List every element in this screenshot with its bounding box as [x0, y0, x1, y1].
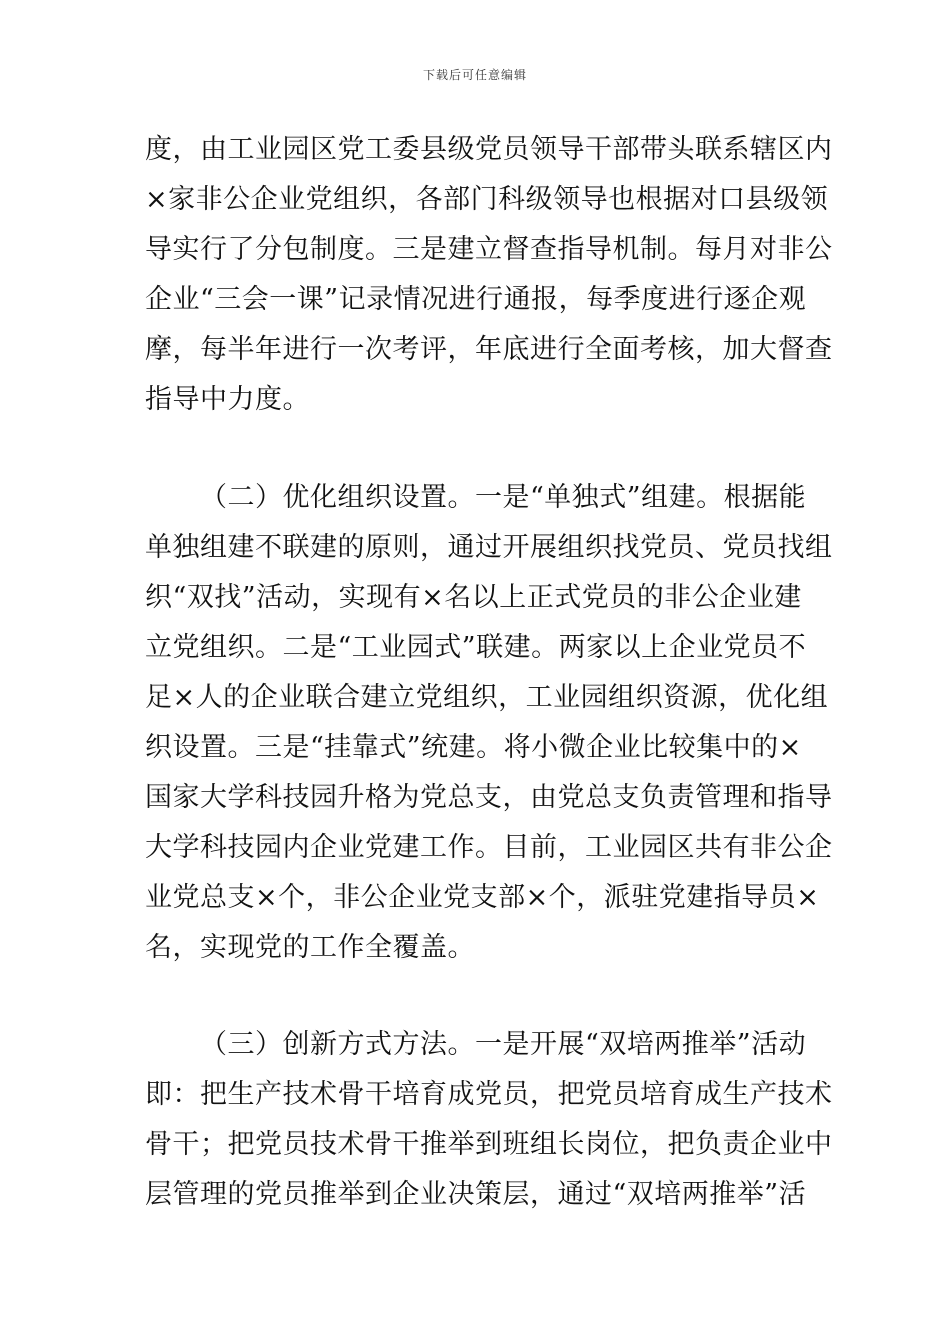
paragraph-2-line-10: 名，实现党的工作全覆盖。 — [145, 932, 475, 963]
paragraph-2-line-8: 大学科技园内企业党建工作。目前，工业园区共有非公企 — [145, 832, 833, 863]
paragraph-1-line-1: 度，由工业园区党工委县级党员领导干部带头联系辖区内 — [145, 134, 833, 165]
paragraph-2-line-4: 立党组织。二是“工业园式”联建。两家以上企业党员不 — [145, 632, 807, 663]
paragraph-1-line-3: 导实行了分包制度。三是建立督查指导机制。每月对非公 — [145, 234, 833, 265]
paragraph-2-line-1: （二）优化组织设置。一是“单独式”组建。根据能 — [200, 482, 807, 513]
paragraph-2-line-9: 业党总支×个，非公企业党支部×个，派驻党建指导员× — [145, 882, 820, 913]
paragraph-1-line-5: 摩，每半年进行一次考评，年底进行全面考核，加大督查 — [145, 334, 833, 365]
paragraph-3-line-4: 层管理的党员推举到企业决策层，通过“双培两推举”活 — [145, 1179, 807, 1210]
paragraph-1-line-2: ×家非公企业党组织，各部门科级领导也根据对口县级领 — [145, 184, 829, 215]
paragraph-1-line-4: 企业“三会一课”记录情况进行通报，每季度进行逐企观 — [145, 284, 807, 315]
paragraph-2-line-3: 织“双找”活动，实现有×名以上正式党员的非公企业建 — [145, 582, 802, 613]
paragraph-2-line-6: 织设置。三是“挂靠式”统建。将小微企业比较集中的× — [145, 732, 802, 763]
paragraph-2-line-2: 单独组建不联建的原则，通过开展组织找党员、党员找组 — [145, 532, 833, 563]
paragraph-1-line-6: 指导中力度。 — [145, 384, 310, 415]
paragraph-2-line-5: 足×人的企业联合建立党组织，工业园组织资源，优化组 — [145, 682, 829, 713]
paragraph-3-line-2: 即：把生产技术骨干培育成党员，把党员培育成生产技术 — [145, 1079, 833, 1110]
header-note: 下载后可任意编辑 — [422, 68, 527, 82]
paragraph-3-line-1: （三）创新方式方法。一是开展“双培两推举”活动 — [200, 1029, 807, 1060]
paragraph-2-line-7: 国家大学科技园升格为党总支，由党总支负责管理和指导 — [145, 782, 833, 813]
paragraph-3-line-3: 骨干；把党员技术骨干推举到班组长岗位，把负责企业中 — [145, 1129, 833, 1160]
